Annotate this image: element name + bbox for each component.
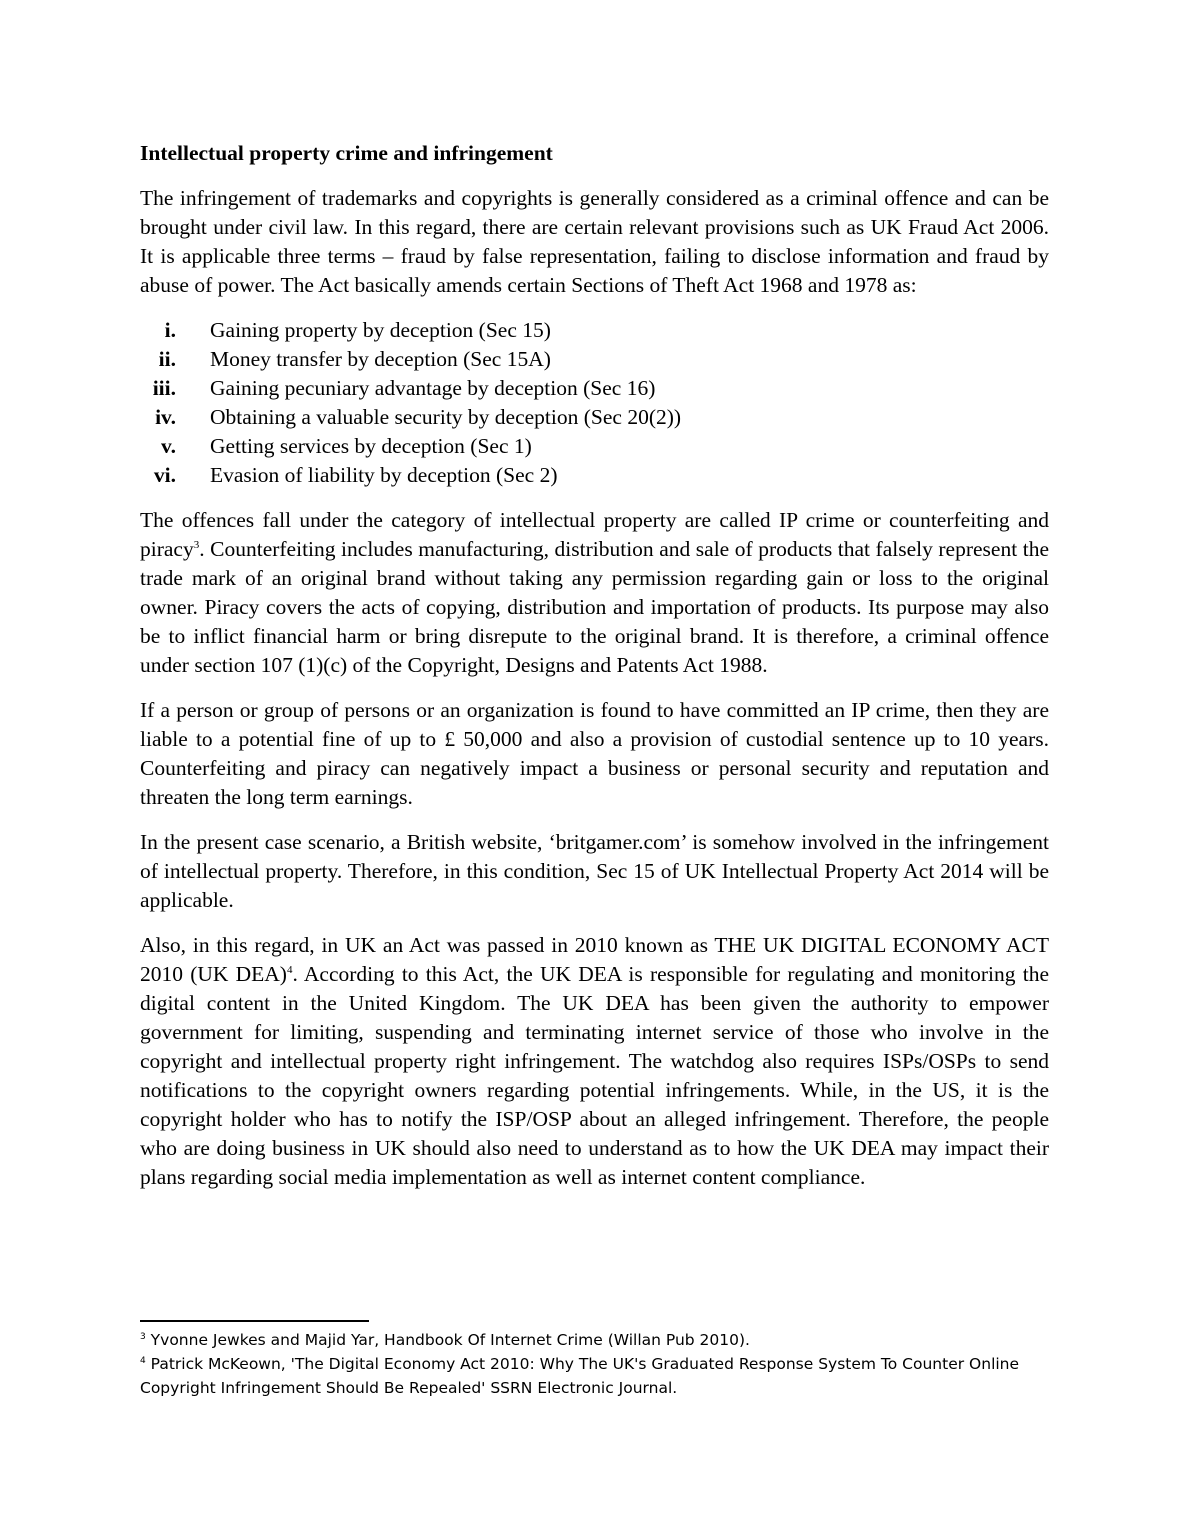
list-marker: v. [161,434,176,458]
list-marker: ii. [158,347,176,371]
list-item [140,403,1049,432]
footnote-3 [140,1328,1049,1352]
list-marker: iv. [155,405,176,429]
list-marker: vi. [153,463,176,487]
list-item-text: Money transfer by deception (Sec 15A) [210,347,551,371]
penalty-paragraph: If a person or group of persons or an organization is found to have committed an IP crime, then they are liable to a potential fine of up to £ 50,000 and also a provision of custodial sentence up to 10 years. Counterfeiting and piracy can negatively impact a business or personal security and reputation and threaten the long term earnings. [140,698,1049,809]
case-scenario-paragraph: In the present case scenario, a British website, ‘britgamer.com’ is somehow involved in the infringement of intellectual property. Therefore, in this condition, Sec 15 of UK Intellectual Property Act 2014 will be applicable. [140,830,1049,912]
list-marker: iii. [152,376,176,400]
footnotes [140,1320,1049,1400]
list-marker: i. [164,318,176,342]
footnote-text: Yvonne Jewkes and Majid Yar, Handbook Of Internet Crime (Willan Pub 2010). [150,1331,750,1349]
ip-crime-paragraph [140,506,1049,680]
dea-text-end: . According to this Act, the UK DEA is responsible for regulating and monitoring the digital content in the United Kingdom. The UK DEA has been given the authority to empower government for limiting, suspending and terminating internet service of those who involve in the copyright and intellectual property right infringement. The watchdog also requires ISPs/OSPs to send notifications to the copyright owners regarding potential infringements. While, in the US, it is the copyright holder who has to notify the ISP/OSP about an alleged infringement. Therefore, the people who are doing business in UK should also need to understand as to how the UK DEA may impact their plans regarding social media implementation as well as internet content compliance. [140,962,1050,1189]
list-item-text: Gaining property by deception (Sec 15) [210,318,551,342]
footnote-text: Patrick McKeown, 'The Digital Economy Act 2010: Why The UK's Graduated Response System To Counter Online Copyright Infringement Should Be Repealed' SSRN Electronic Journal. [140,1355,1020,1397]
ip-crime-text-end: . Counterfeiting includes manufacturing, distribution and sale of products that falsely represent the trade mark of an original brand without taking any permission regarding gain or loss to the original owner. Piracy covers the acts of copying, distribution and importation of products. Its purpose may also be to inflict financial harm or bring disrepute to the original brand. It is therefore, a criminal offence under section 107 (1)(c) of the Copyright, Designs and Patents Act 1988. [140,537,1049,677]
list-item [140,374,1049,403]
list-item-text: Obtaining a valuable security by deception (Sec 20(2)) [210,405,682,429]
list-item [140,345,1049,374]
footnote-number: 3 [140,1331,146,1342]
footnote-separator [140,1320,369,1322]
document-body [140,138,1049,1208]
footnote-number: 4 [140,1355,146,1366]
list-item [140,461,1049,490]
list-item [140,316,1049,345]
dea-text-start: Also, in this regard, in UK an Act was passed in 2010 known as THE UK DIGITAL ECONOMY ACT 2010 (UK DEA) [140,933,1049,986]
footnote-4 [140,1352,1049,1400]
list-item-text: Gaining pecuniary advantage by deception (Sec 16) [210,376,656,400]
list-item [140,432,1049,461]
ip-crime-text-start: The offences fall under the category of intellectual property are called IP crime or counterfeiting and piracy [140,508,1049,561]
list-item-text: Evasion of liability by deception (Sec 2) [210,463,558,487]
intro-paragraph: The infringement of trademarks and copyrights is generally considered as a criminal offence and can be brought under civil law. In this regard, there are certain relevant provisions such as UK Fraud Act 2006. It is applicable three terms – fraud by false representation, failing to disclose information and fraud by abuse of power. The Act basically amends certain Sections of Theft Act 1968 and 1978 as: [140,186,1049,297]
list-item-text: Getting services by deception (Sec 1) [210,434,532,458]
footnote-ref-4[interactable]: 4 [286,963,293,976]
deception-sections-list [140,316,1049,490]
footnote-ref-3[interactable]: 3 [193,538,200,551]
digital-economy-act-paragraph [140,931,1049,1192]
section-heading: Intellectual property crime and infringement [140,141,553,165]
